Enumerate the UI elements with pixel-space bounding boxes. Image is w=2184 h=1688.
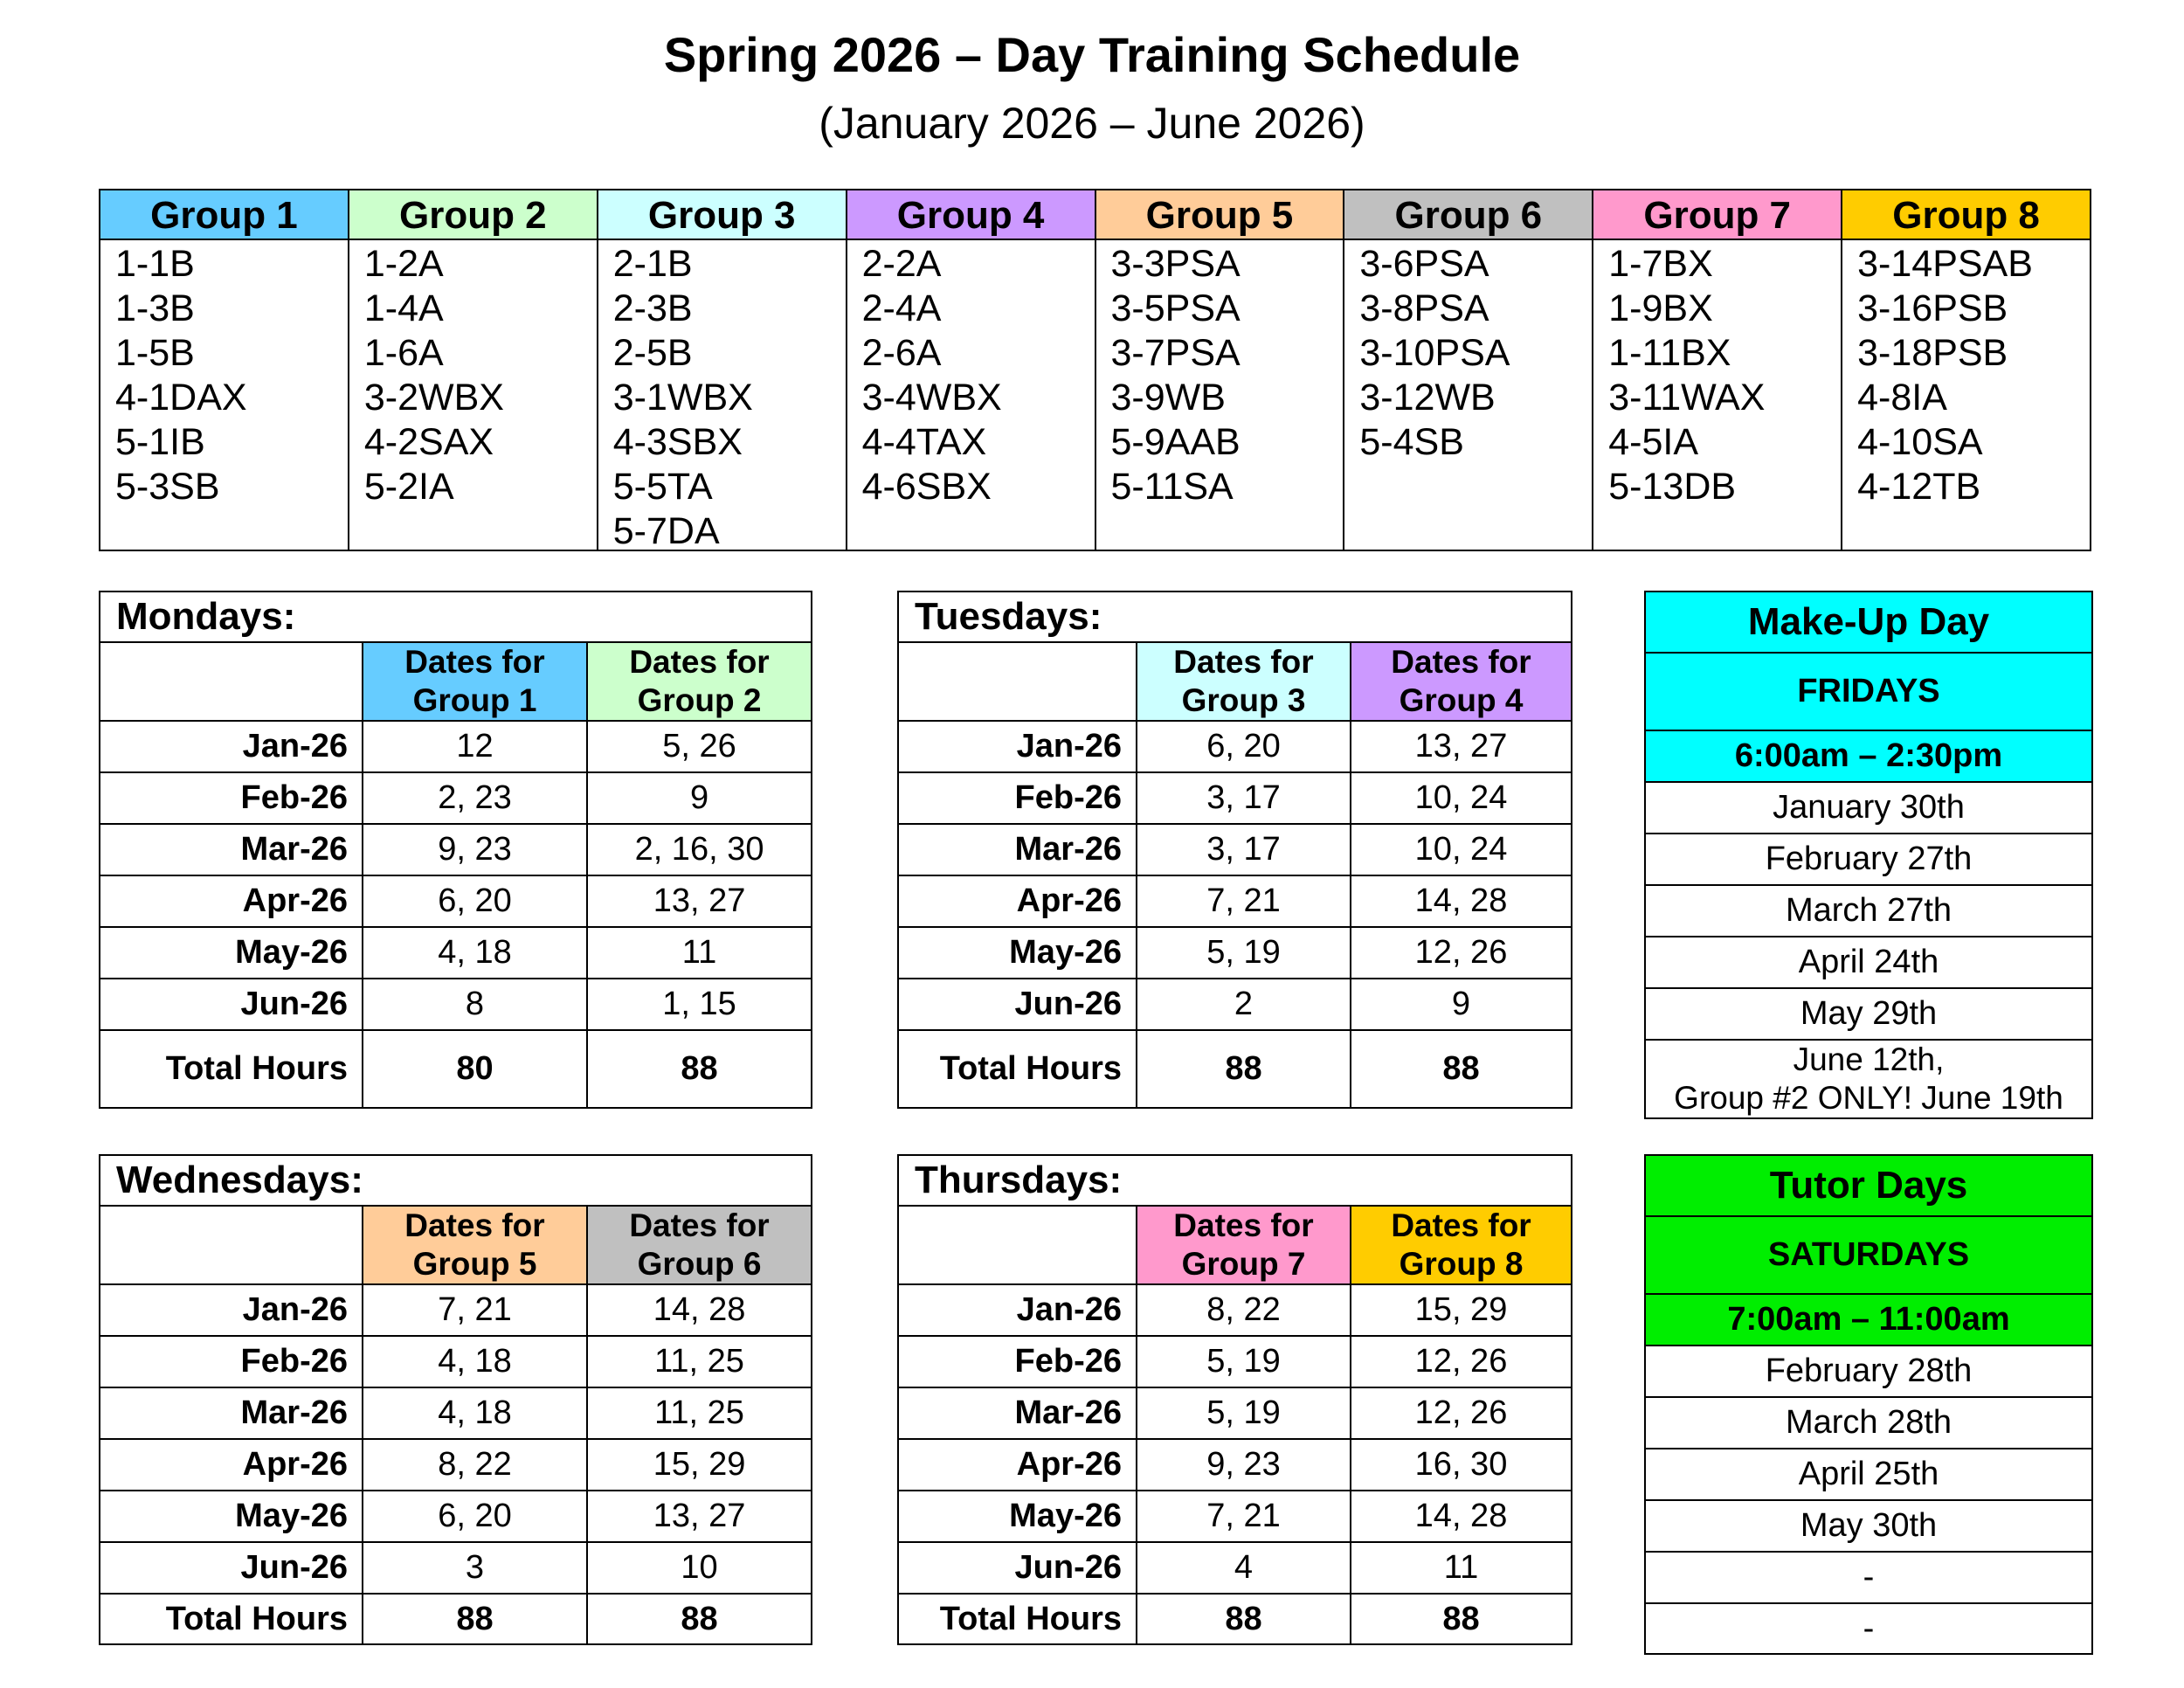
dates-cell: 9, 23	[363, 824, 587, 875]
group-header: Group 5	[1096, 190, 1344, 240]
month-label: Jun-26	[898, 979, 1137, 1030]
month-label: Jan-26	[100, 1284, 363, 1336]
tutor-date: March 28th	[1645, 1397, 2092, 1449]
blank-header-cell	[898, 642, 1137, 721]
dates-cell: 10, 24	[1351, 824, 1572, 875]
day-heading: Thursdays:	[898, 1155, 1572, 1206]
table-row	[898, 1336, 1572, 1387]
group-item-list	[847, 240, 1095, 509]
group-dates-header: Dates for Group 3	[1137, 642, 1351, 721]
table-row	[100, 721, 812, 772]
month-label: Apr-26	[898, 1439, 1137, 1491]
group-header: Group 3	[598, 190, 846, 240]
group-item: 4-1DAX	[115, 377, 247, 419]
dates-cell: 11, 25	[587, 1387, 812, 1439]
makeup-date: March 27th	[1645, 885, 2092, 937]
dates-cell: 6, 20	[363, 1491, 587, 1542]
dates-cell: 13, 27	[587, 1491, 812, 1542]
group-item: 3-11WAX	[1608, 377, 1766, 419]
group-column	[349, 190, 598, 550]
group-item: 2-6A	[861, 332, 942, 374]
table-row	[100, 979, 812, 1030]
group-dates-header: Dates for Group 1	[363, 642, 587, 721]
group-item: 3-14PSAB	[1857, 243, 2033, 285]
tutor-title: Tutor Days	[1645, 1155, 2092, 1216]
dates-cell: 12, 26	[1351, 1387, 1572, 1439]
table-row	[898, 1284, 1572, 1336]
group-item: 5-4SB	[1359, 421, 1464, 463]
group-header: Group 2	[349, 190, 597, 240]
dates-cell: 4, 18	[363, 1387, 587, 1439]
group-header: Group 7	[1593, 190, 1841, 240]
group-header: Group 4	[847, 190, 1095, 240]
group-item-list	[100, 240, 348, 509]
dates-cell: 12, 26	[1351, 927, 1572, 979]
month-label: Jan-26	[898, 721, 1137, 772]
dates-cell: 4	[1137, 1542, 1351, 1594]
month-label: Mar-26	[100, 1387, 363, 1439]
table-row	[898, 1387, 1572, 1439]
group-column	[1096, 190, 1345, 550]
group-column	[847, 190, 1096, 550]
dates-cell: 1, 15	[587, 979, 812, 1030]
group-item: 2-4A	[861, 287, 942, 329]
wednesdays-table	[99, 1154, 812, 1645]
group-item: 4-8IA	[1857, 377, 1947, 419]
group-item: 1-3B	[115, 287, 195, 329]
group-item: 4-10SA	[1857, 421, 1983, 463]
dates-cell: 14, 28	[1351, 875, 1572, 927]
table-row	[100, 824, 812, 875]
group-item: 3-7PSA	[1110, 332, 1241, 374]
table-row	[100, 1284, 812, 1336]
dates-cell: 13, 27	[1351, 721, 1572, 772]
tutor-days-table	[1644, 1154, 2093, 1655]
group-item: 3-16PSB	[1857, 287, 2008, 329]
group-column	[1842, 190, 2090, 550]
group-item: 3-9WB	[1110, 377, 1226, 419]
dates-cell: 9	[587, 772, 812, 824]
group-item: 4-3SBX	[612, 421, 743, 463]
dates-cell: 8, 22	[1137, 1284, 1351, 1336]
group-item-list	[349, 240, 597, 509]
dates-cell: 10, 24	[1351, 772, 1572, 824]
group-header: Group 1	[100, 190, 348, 240]
month-label: Feb-26	[100, 1336, 363, 1387]
makeup-date: May 29th	[1645, 988, 2092, 1040]
table-row	[898, 1439, 1572, 1491]
total-hours-label: Total Hours	[100, 1594, 363, 1644]
page-subtitle: (January 2026 – June 2026)	[819, 99, 1365, 148]
group-item: 5-1IB	[115, 421, 205, 463]
month-label: Feb-26	[898, 1336, 1137, 1387]
table-row	[100, 772, 812, 824]
dates-cell: 11	[587, 927, 812, 979]
group-item: 3-1WBX	[612, 377, 753, 419]
makeup-time: 6:00am – 2:30pm	[1645, 730, 2092, 782]
tutor-date: April 25th	[1645, 1449, 2092, 1500]
group-item-list	[1593, 240, 1841, 509]
group-item-list	[598, 240, 846, 554]
table-row	[100, 1336, 812, 1387]
total-hours-label: Total Hours	[898, 1030, 1137, 1108]
dates-cell: 2, 16, 30	[587, 824, 812, 875]
group-item: 5-3SB	[115, 466, 220, 508]
total-hours-label: Total Hours	[100, 1030, 363, 1108]
dates-cell: 7, 21	[1137, 1491, 1351, 1542]
makeup-date: January 30th	[1645, 782, 2092, 834]
group-item: 3-8PSA	[1359, 287, 1489, 329]
day-heading: Tuesdays:	[898, 591, 1572, 642]
dates-cell: 11, 25	[587, 1336, 812, 1387]
group-item: 3-18PSB	[1857, 332, 2008, 374]
month-label: Feb-26	[898, 772, 1137, 824]
month-label: Jan-26	[100, 721, 363, 772]
dates-cell: 4, 18	[363, 1336, 587, 1387]
group-item: 5-5TA	[612, 466, 713, 508]
table-row	[100, 1491, 812, 1542]
month-label: Jun-26	[898, 1542, 1137, 1594]
thursdays-table	[897, 1154, 1572, 1645]
dates-cell: 5, 19	[1137, 1336, 1351, 1387]
dates-cell: 12	[363, 721, 587, 772]
group-item: 1-4A	[363, 287, 444, 329]
group-item: 1-7BX	[1608, 243, 1713, 285]
dates-cell: 6, 20	[1137, 721, 1351, 772]
dates-cell: 9, 23	[1137, 1439, 1351, 1491]
dates-cell: 7, 21	[1137, 875, 1351, 927]
table-row	[898, 824, 1572, 875]
group-column	[598, 190, 847, 550]
day-heading: Wednesdays:	[100, 1155, 812, 1206]
group-item: 3-3PSA	[1110, 243, 1241, 285]
dates-cell: 12, 26	[1351, 1336, 1572, 1387]
month-label: Mar-26	[898, 824, 1137, 875]
makeup-june-line1: June 12th,	[1793, 1041, 1945, 1077]
group-item: 1-11BX	[1608, 332, 1731, 374]
dates-cell: 8, 22	[363, 1439, 587, 1491]
makeup-title: Make-Up Day	[1645, 591, 2092, 653]
dates-cell: 14, 28	[587, 1284, 812, 1336]
group-item: 5-9AAB	[1110, 421, 1241, 463]
group-item: 3-4WBX	[861, 377, 1002, 419]
day-heading: Mondays:	[100, 591, 812, 642]
group-column	[100, 190, 349, 550]
month-label: Mar-26	[898, 1387, 1137, 1439]
mondays-table	[99, 591, 812, 1109]
group-item: 4-2SAX	[363, 421, 494, 463]
group-column	[1593, 190, 1842, 550]
groups-table	[99, 189, 2091, 551]
group-item: 5-13DB	[1608, 466, 1737, 508]
dates-cell: 13, 27	[587, 875, 812, 927]
total-hours-value: 88	[587, 1594, 812, 1644]
group-header: Group 6	[1344, 190, 1592, 240]
month-label: Feb-26	[100, 772, 363, 824]
dates-cell: 4, 18	[363, 927, 587, 979]
dates-cell: 5, 19	[1137, 927, 1351, 979]
dates-cell: 3, 17	[1137, 824, 1351, 875]
blank-header-cell	[898, 1206, 1137, 1284]
total-hours-label: Total Hours	[898, 1594, 1137, 1644]
group-dates-header: Dates for Group 7	[1137, 1206, 1351, 1284]
group-item: 3-6PSA	[1359, 243, 1489, 285]
dates-cell: 10	[587, 1542, 812, 1594]
group-item-list	[1842, 240, 2090, 509]
table-row	[100, 1439, 812, 1491]
month-label: Jun-26	[100, 979, 363, 1030]
group-item: 3-10PSA	[1359, 332, 1510, 374]
dates-cell: 15, 29	[1351, 1284, 1572, 1336]
page-title: Spring 2026 – Day Training Schedule	[663, 27, 1521, 82]
total-hours-value: 88	[587, 1030, 812, 1108]
month-label: May-26	[898, 1491, 1137, 1542]
month-label: Mar-26	[100, 824, 363, 875]
dates-cell: 2, 23	[363, 772, 587, 824]
group-item: 1-1B	[115, 243, 195, 285]
group-item: 3-12WB	[1359, 377, 1496, 419]
group-item-list	[1344, 240, 1592, 465]
group-item: 5-7DA	[612, 510, 720, 552]
total-hours-value: 88	[1351, 1030, 1572, 1108]
tutor-date: May 30th	[1645, 1500, 2092, 1552]
group-item: 3-2WBX	[363, 377, 504, 419]
group-item: 4-6SBX	[861, 466, 992, 508]
group-item: 5-2IA	[363, 466, 454, 508]
blank-header-cell	[100, 1206, 363, 1284]
dates-cell: 9	[1351, 979, 1572, 1030]
tutor-date: -	[1645, 1552, 2092, 1603]
group-item: 3-5PSA	[1110, 287, 1241, 329]
month-label: May-26	[100, 927, 363, 979]
group-item: 5-11SA	[1110, 466, 1234, 508]
tutor-time: 7:00am – 11:00am	[1645, 1294, 2092, 1346]
makeup-june-line2: Group #2 ONLY! June 19th	[1674, 1080, 2063, 1116]
makeup-date: April 24th	[1645, 937, 2092, 988]
dates-cell: 2	[1137, 979, 1351, 1030]
table-row	[898, 875, 1572, 927]
total-hours-value: 88	[1137, 1594, 1351, 1644]
group-item: 4-5IA	[1608, 421, 1699, 463]
group-dates-header: Dates for Group 2	[587, 642, 812, 721]
month-label: May-26	[100, 1491, 363, 1542]
month-label: Jan-26	[898, 1284, 1137, 1336]
group-item: 2-2A	[861, 243, 942, 285]
group-item: 1-2A	[363, 243, 444, 285]
table-row	[100, 1387, 812, 1439]
makeup-day-table	[1644, 591, 2093, 1119]
dates-cell: 3, 17	[1137, 772, 1351, 824]
group-item: 4-12TB	[1857, 466, 1981, 508]
tutor-day: SATURDAYS	[1645, 1216, 2092, 1294]
table-row	[898, 721, 1572, 772]
blank-header-cell	[100, 642, 363, 721]
dates-cell: 16, 30	[1351, 1439, 1572, 1491]
group-dates-header: Dates for Group 8	[1351, 1206, 1572, 1284]
dates-cell: 3	[363, 1542, 587, 1594]
month-label: May-26	[898, 927, 1137, 979]
group-item: 2-1B	[612, 243, 693, 285]
table-row	[100, 1542, 812, 1594]
table-row	[100, 875, 812, 927]
table-row	[898, 772, 1572, 824]
total-hours-value: 88	[1137, 1030, 1351, 1108]
table-row	[898, 1542, 1572, 1594]
makeup-day: FRIDAYS	[1645, 653, 2092, 730]
month-label: Apr-26	[898, 875, 1137, 927]
total-hours-value: 88	[363, 1594, 587, 1644]
group-header: Group 8	[1842, 190, 2090, 240]
dates-cell: 15, 29	[587, 1439, 812, 1491]
dates-cell: 5, 19	[1137, 1387, 1351, 1439]
tuesdays-table	[897, 591, 1572, 1109]
month-label: Jun-26	[100, 1542, 363, 1594]
dates-cell: 8	[363, 979, 587, 1030]
dates-cell: 11	[1351, 1542, 1572, 1594]
dates-cell: 6, 20	[363, 875, 587, 927]
makeup-date-june	[1645, 1040, 2092, 1118]
group-item: 2-3B	[612, 287, 693, 329]
dates-cell: 7, 21	[363, 1284, 587, 1336]
tutor-date: -	[1645, 1603, 2092, 1654]
group-dates-header: Dates for Group 5	[363, 1206, 587, 1284]
group-dates-header: Dates for Group 4	[1351, 642, 1572, 721]
group-dates-header: Dates for Group 6	[587, 1206, 812, 1284]
dates-cell: 5, 26	[587, 721, 812, 772]
group-item: 2-5B	[612, 332, 693, 374]
group-item: 1-9BX	[1608, 287, 1713, 329]
table-row	[898, 927, 1572, 979]
month-label: Apr-26	[100, 875, 363, 927]
group-item: 1-5B	[115, 332, 195, 374]
group-column	[1344, 190, 1593, 550]
dates-cell: 14, 28	[1351, 1491, 1572, 1542]
total-hours-value: 88	[1351, 1594, 1572, 1644]
group-item: 4-4TAX	[861, 421, 987, 463]
table-row	[898, 979, 1572, 1030]
group-item: 1-6A	[363, 332, 444, 374]
group-item-list	[1096, 240, 1344, 509]
tutor-date: February 28th	[1645, 1346, 2092, 1397]
makeup-date: February 27th	[1645, 834, 2092, 885]
month-label: Apr-26	[100, 1439, 363, 1491]
total-hours-value: 80	[363, 1030, 587, 1108]
table-row	[100, 927, 812, 979]
table-row	[898, 1491, 1572, 1542]
